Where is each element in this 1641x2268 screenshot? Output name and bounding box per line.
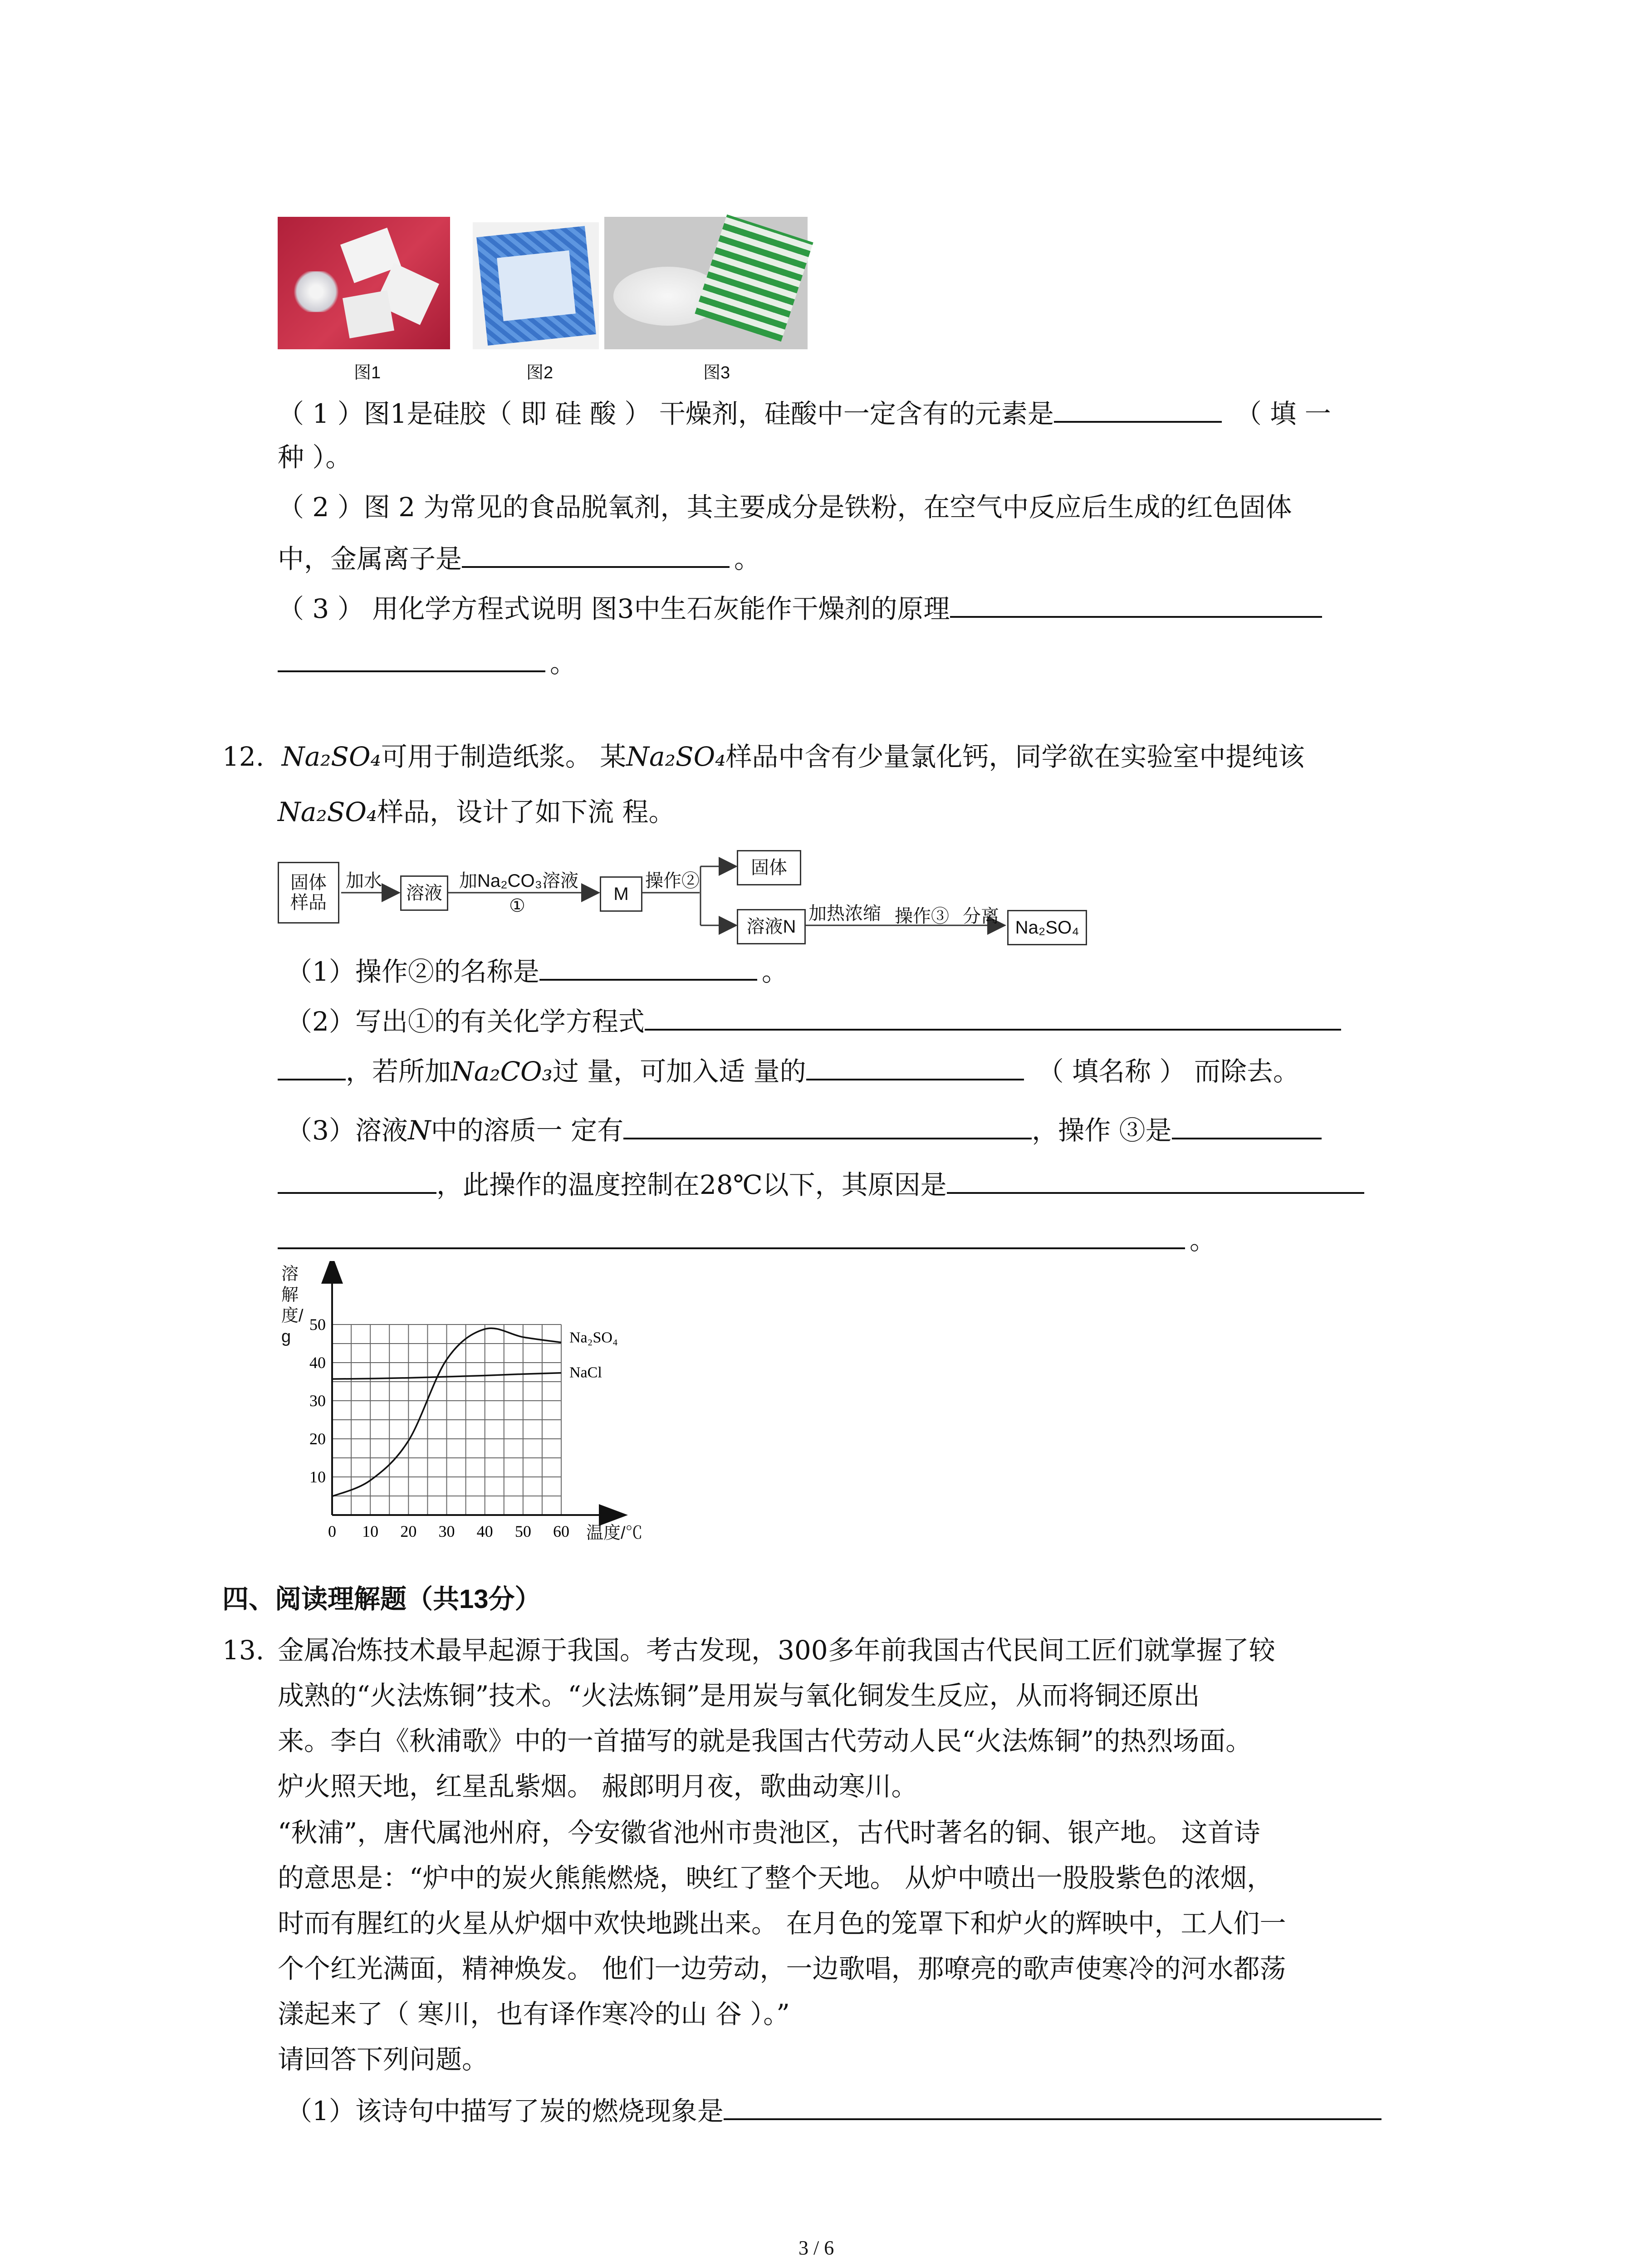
q13-line-8: 个个红光满面，精神焕发。 他们一边劳动，一边歌唱，那嘹亮的歌声使寒冷的河水都荡 [278, 1953, 1286, 1984]
figure-1-caption: 图1 [354, 363, 381, 382]
figure-2-caption: 图2 [526, 363, 554, 382]
q11-part2-end: 。 [734, 543, 761, 574]
flow-add-na2co3-label: 加Na₂CO₃溶液 [459, 871, 578, 891]
page-number: 3 / 6 [798, 2237, 834, 2259]
q12-sub1 [286, 952, 788, 990]
q12-sub3-line3 [278, 1220, 1216, 1258]
y-tick-label: 20 [309, 1430, 326, 1448]
chart-grid [332, 1325, 561, 1515]
q12-sub2-text3: 过 量，可加入适 量的 [552, 1056, 806, 1087]
q12-text-3: 样品，设计了如下流 程。 [377, 797, 675, 827]
q11-part3-line [278, 589, 1322, 627]
q11-part1-hint: （ 填 一 [1235, 398, 1331, 429]
q12-sub2-blank2[interactable] [278, 1051, 346, 1080]
chart-ticks [309, 1315, 569, 1540]
flow-operation2-label: 操作② [645, 871, 700, 891]
y-tick-label: 30 [309, 1392, 326, 1410]
flow-solid-sample-box: 固体 样品 [278, 862, 339, 924]
flow-m-box: M [600, 876, 642, 912]
q12-formula-1: Na₂SO₄ [281, 741, 381, 772]
q12-sub1-text: （1）操作②的名称是 [286, 956, 539, 987]
legend-label-na2so4: Na₂SO₄ [569, 1329, 618, 1346]
x-tick-label: 0 [328, 1522, 336, 1540]
flow-na2so4-box: Na₂SO₄ [1007, 910, 1087, 945]
q13-line-7: 时而有腥红的火星从炉烟中欢快地跳出来。 在月色的笼罩下和炉火的辉映中，工人们一 [278, 1908, 1286, 1939]
q11-part2-blank[interactable] [462, 539, 730, 568]
q12-sub3-n: N [407, 1115, 431, 1146]
flow-add-water-label: 加水 [346, 871, 382, 891]
chart-series [332, 1328, 618, 1496]
q13-line-5: “秋浦”，唐代属池州府，今安徽省池州市贵池区，古代时著名的铜、银产地。 这首诗 [278, 1817, 1260, 1848]
q11-part1-blank[interactable] [1054, 394, 1222, 423]
y-tick-label: 10 [309, 1468, 326, 1486]
q12-sub3-blank2[interactable] [1172, 1110, 1322, 1139]
chart-xlabel: 温度/℃ [586, 1524, 643, 1543]
q12-sub3-blank[interactable] [623, 1110, 1032, 1139]
flowchart [278, 844, 1140, 957]
q12-sub3-end: 。 [1190, 1225, 1216, 1256]
q12-number: 12. [222, 741, 265, 772]
flow-solid-box: 固体 [737, 850, 801, 885]
q12-sub2-text4: （ 填名称 ） 而除去。 [1037, 1056, 1299, 1087]
q12-text-1: 可用于制造纸浆。 某 [381, 741, 627, 772]
q12-sub2-text2: ，若所加 [346, 1056, 451, 1087]
q12-formula-2: Na₂SO₄ [626, 741, 726, 772]
q13-line-4: 炉火照天地，红星乱紫烟。 赧郎明月夜，歌曲动寒川。 [278, 1771, 918, 1802]
y-tick-label: 40 [309, 1354, 326, 1372]
q12-sub1-end: 。 [761, 956, 788, 987]
q12-sub2-line2 [278, 1051, 1299, 1090]
q13-number: 13. [222, 1635, 265, 1666]
q11-part3-blank2[interactable] [278, 643, 545, 672]
x-tick-label: 50 [514, 1522, 531, 1540]
q12-sub3-text3: ，操作 ③是 [1032, 1115, 1172, 1146]
q12-sub3-text4: ，此操作的温度控制在28℃以下，其原因是 [436, 1169, 947, 1200]
q13-line-2: 成熟的“火法炼铜”技术。“火法炼铜”是用炭与氧化铜发生反应，从而将铜还原出 [278, 1680, 1200, 1711]
q12-formula-3: Na₂SO₄ [278, 797, 377, 827]
q13-line-6: 的意思是：“炉中的炭火熊熊燃烧，映红了整个天地。 从炉中喷出一股股紫色的浓烟， [278, 1862, 1274, 1893]
q11-part1-text: （ 1 ）图1是硅胶（ 即 硅 酸 ） 干燥剂，硅酸中一定含有的元素是 [278, 398, 1054, 429]
q11-part1-line [278, 394, 1331, 432]
x-tick-label: 20 [400, 1522, 417, 1540]
figure-3-caption: 图3 [703, 363, 730, 382]
x-tick-label: 60 [553, 1522, 569, 1540]
q11-part2-line2 [278, 539, 760, 577]
flow-operation3-label: 操作③ [895, 906, 949, 926]
q13-line-1: 金属冶炼技术最早起源于我国。考古发现，300多年前我国古代民间工匠们就掌握了较 [278, 1635, 1275, 1666]
q13-sub1-blank[interactable] [724, 2091, 1381, 2120]
q12-sub2-blank3[interactable] [806, 1051, 1024, 1080]
figure-3-quicklime-photo [604, 217, 808, 349]
q12-sub2-blank[interactable] [645, 1002, 1341, 1031]
legend-label-nacl: NaCl [569, 1364, 602, 1381]
q12-line1 [222, 738, 1304, 775]
q11-part3-text: （ 3 ） 用化学方程式说明 图3中生石灰能作干燥剂的原理 [278, 593, 950, 624]
chart-plot [278, 1261, 686, 1551]
flow-solution-box: 溶液 [400, 875, 448, 911]
q13-line-10: 请回答下列问题。 [278, 2044, 489, 2075]
q12-line2 [278, 794, 675, 830]
q12-sub2-text: （2）写出①的有关化学方程式 [286, 1006, 645, 1037]
q12-sub3-text2: 中的溶质一 定有 [431, 1115, 624, 1146]
q12-sub1-blank[interactable] [539, 952, 757, 981]
q13-line-9: 漾起来了（ 寒川，也有译作寒冷的山 谷 ）。” [278, 1999, 790, 2029]
q11-part3-blank[interactable] [950, 589, 1322, 618]
q12-sub3-text: （3）溶液 [286, 1115, 408, 1146]
q12-sub2-formula: Na₂CO₃ [451, 1056, 553, 1087]
flow-step1-label: ① [509, 896, 525, 916]
q12-sub3 [286, 1110, 1322, 1149]
solubility-chart [278, 1261, 686, 1551]
q12-text-2: 样品中含有少量氯化钙，同学欲在实验室中提纯该 [725, 741, 1305, 772]
q13-sub1-text: （1）该诗句中描写了炭的燃烧现象是 [286, 2096, 724, 2126]
chart-ylabel: 溶解度/g [281, 1265, 304, 1346]
x-tick-label: 10 [362, 1522, 379, 1540]
figure-2-deoxidizer-photo [473, 222, 599, 349]
flow-heat-concentrate-label: 加热浓缩 [808, 904, 881, 924]
flow-solution-n-box: 溶液N [737, 909, 806, 944]
q12-sub3-line2 [278, 1165, 1364, 1203]
q11-part3-line2 [278, 643, 576, 681]
q11-part2-text: （ 2 ）图 2 为常见的食品脱氧剂，其主要成分是铁粉，在空气中反应后生成的红色固体 [278, 492, 1292, 523]
q11-part2-text2: 中，金属离子是 [278, 543, 462, 574]
x-tick-label: 40 [476, 1522, 493, 1540]
q12-sub3-blank4[interactable] [947, 1165, 1364, 1194]
flow-separate-label: 分离 [963, 906, 999, 926]
q13-line-3: 来。李白《秋浦歌》中的一首描写的就是我国古代劳动人民“火法炼铜”的热烈场面。 [278, 1725, 1252, 1756]
q11-part3-end: 。 [550, 648, 577, 679]
figure-1-silica-gel-photo [278, 217, 450, 349]
q12-sub2 [286, 1002, 1341, 1040]
q11-part1-cont: 种 ）。 [278, 442, 352, 473]
q12-sub3-blank5[interactable] [278, 1220, 1185, 1249]
section-4-title: 四、阅读理解题（共13分） [222, 1584, 541, 1614]
x-tick-label: 30 [438, 1522, 455, 1540]
y-tick-label: 50 [309, 1315, 326, 1334]
q13-sub1 [286, 2091, 1381, 2129]
q12-sub3-blank3[interactable] [278, 1165, 436, 1194]
